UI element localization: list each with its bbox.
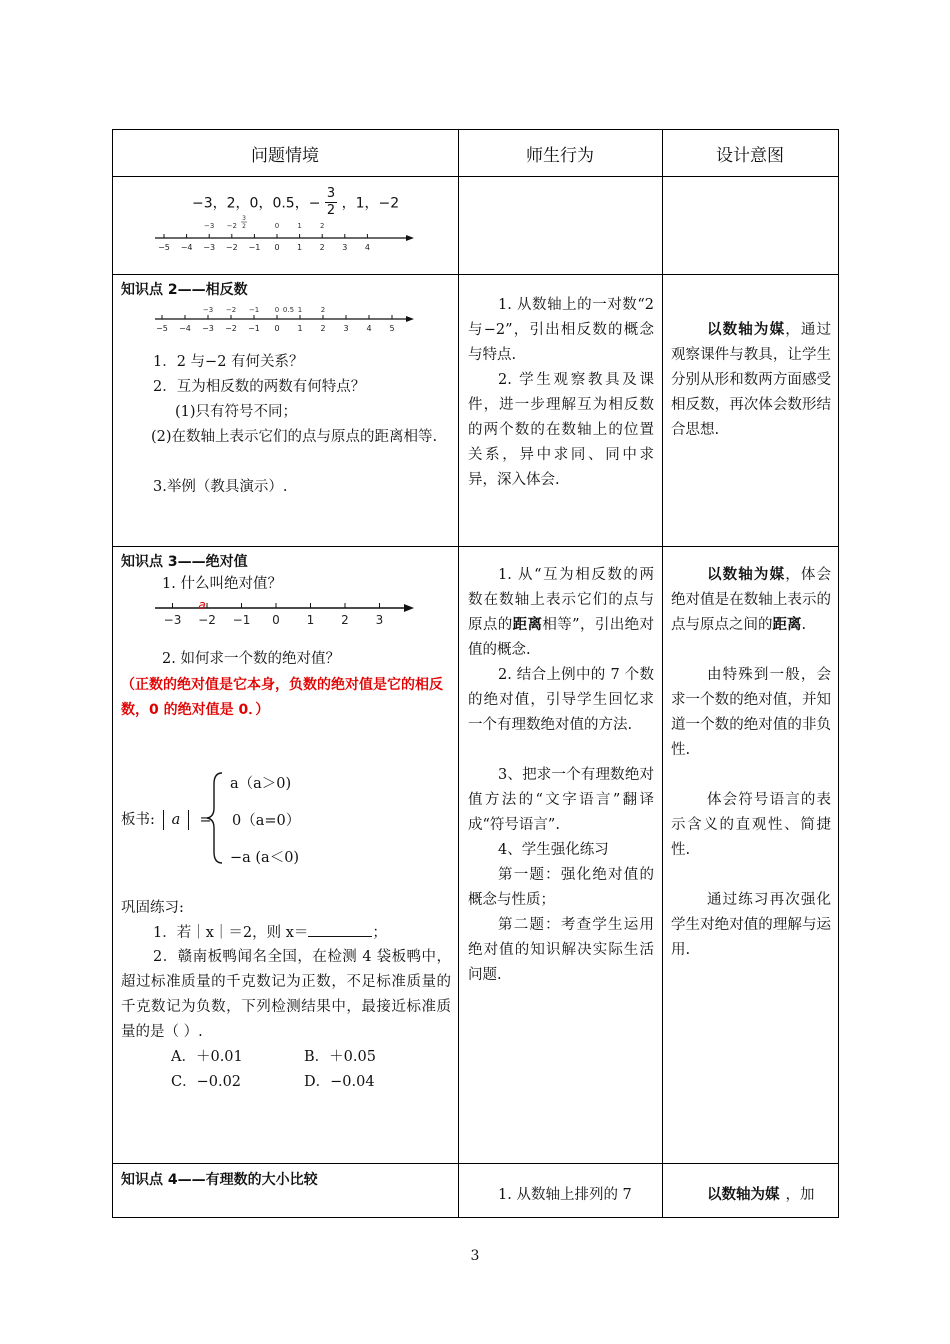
- row3-bottom-border: [112, 1163, 839, 1164]
- row4-design-rest: ，加: [785, 1187, 815, 1203]
- axis-point-label: −2: [226, 222, 237, 230]
- answer-sign-differs: (1)只有符号不同；: [175, 404, 298, 420]
- row2-activity-1: 1. 从数轴上的一对数“2 与−2”，引出相反数的概念与特点.: [468, 297, 654, 363]
- row3-design-intent-4: 通过练习再次强化学生对绝对值的理解与运用.: [671, 892, 831, 958]
- axis-tick-label: −3: [163, 613, 182, 627]
- axis-tick-label: −5: [158, 243, 170, 252]
- piecewise-case-negative: −a (a＜0): [230, 850, 300, 866]
- number-line-3: [150, 595, 420, 629]
- number-list-before: −3，2，0，0.5，−: [192, 195, 321, 212]
- question-what-is-abs: 1. 什么叫绝对值？: [162, 576, 282, 592]
- axis-tick-label: 1: [297, 324, 303, 333]
- row3-activity-5: 第一题：强化绝对值的概念与性质；: [468, 867, 654, 908]
- exercise-1: [153, 920, 387, 946]
- answer-equal-distance: (2)在数轴上表示它们的点与原点的距离相等.: [151, 429, 438, 445]
- header-bottom-border: [112, 176, 839, 177]
- page-number: 3: [470, 1248, 480, 1264]
- row4-design-bold: 以数轴为媒: [707, 1187, 780, 1203]
- axis-tick-label: 2: [341, 613, 349, 627]
- axis-tick-label: −3: [202, 324, 214, 333]
- axis-point-label: 0: [274, 306, 280, 314]
- row4-design-intent: [707, 1183, 815, 1208]
- row3-activity-2: 2. 结合上例中的 7 个数的绝对值，引导学生回忆求一个有理数绝对值的方法.: [468, 667, 654, 733]
- axis-point-label: 1: [297, 306, 303, 314]
- axis-tick-label: 4: [366, 324, 372, 333]
- axis-tick-label: 1: [297, 243, 303, 252]
- abs-bar-left: [163, 810, 164, 830]
- row3-activity-3: 3、把求一个有理数绝对值方法的“文字语言”翻译成“符号语言”.: [468, 767, 654, 833]
- row3-activity-1-bold: 距离: [512, 617, 543, 633]
- axis-tick-label: 2: [320, 324, 326, 333]
- abs-value-rule: （正数的绝对值是它本身，负数的绝对值是它的相反数，0 的绝对值是 0．）: [121, 677, 443, 718]
- axis-tick-label: 5: [389, 324, 395, 333]
- row3-activity-1-a: 1. 从“互为相反数的两数在数轴上表示它们的点与原点的: [468, 567, 654, 633]
- row2-activity-2: 2. 学生观察教具及课件，进一步理解互为相反数的两个数的在数轴上的位置关系，异中求同、同中求异，深入体会.: [468, 372, 654, 488]
- knowledge-point-4-title: 知识点 4——有理数的大小比较: [121, 1172, 318, 1188]
- exercise-1-end: ；: [372, 925, 387, 941]
- row3-design-intent-1: [671, 563, 831, 638]
- axis-tick-label: −4: [180, 243, 193, 252]
- row2-design-intent: [671, 318, 831, 443]
- axis-tick-label: 3: [343, 324, 349, 333]
- axis-tick-label: −3: [203, 243, 216, 252]
- axis-tick-label: 4: [364, 243, 370, 252]
- row1-bottom-border: [112, 274, 839, 275]
- abs-bar-right: [188, 810, 189, 830]
- col-divider-1: [458, 129, 459, 1218]
- fraction-denominator: 2: [326, 203, 336, 218]
- axis-point-label: −3: [202, 306, 214, 314]
- axis-tick-label: −1: [248, 243, 261, 252]
- row2-bottom-border: [112, 546, 839, 547]
- row3-design-intent-2: 由特殊到一般，会求一个数的绝对值，并知道一个数的绝对值的非负性.: [671, 667, 831, 758]
- axis-point-label: 1: [297, 222, 302, 230]
- practice-title: 巩固练习:: [121, 900, 184, 916]
- abs-equals: =: [199, 812, 212, 828]
- col-divider-2: [662, 129, 663, 1218]
- question-how-abs: 2. 如何求一个数的绝对值？: [162, 651, 340, 667]
- axis-point-label: −1: [248, 306, 260, 314]
- table-left-border: [112, 129, 113, 1218]
- row3-design-end: .: [801, 617, 807, 633]
- piecewise-case-zero: 0（a=0）: [232, 813, 301, 829]
- axis-tick-label: −1: [248, 324, 260, 333]
- option-c[interactable]: C．−0.02: [171, 1074, 242, 1090]
- axis-tick-label: 0: [272, 613, 280, 627]
- row2-design-rest: ，通过观察课件与教具，让学生分别从形和数两方面感受相反数，再次体会数形结合思想.: [671, 322, 832, 438]
- table-bottom-border: [112, 1217, 839, 1218]
- number-line-1: [150, 214, 420, 256]
- row3-design-rest: ，体会绝对值是在数轴上表示的点与原点之间的: [671, 567, 832, 633]
- exercise-1-text: 1．若｜x｜＝2，则 x＝: [153, 925, 309, 941]
- question-opposite-properties: 2．互为相反数的两数有何特点？: [153, 379, 366, 395]
- piecewise-brace: [204, 770, 226, 866]
- axis-point-label: −3: [204, 222, 215, 230]
- piecewise-case-positive: a（a＞0): [230, 776, 292, 792]
- axis-tick-label: −5: [156, 324, 168, 333]
- axis-top-label-3-halves: 3: [242, 215, 246, 222]
- axis-point-label: 0.5: [282, 306, 295, 314]
- row3-activity-6: 第二题：考查学生运用绝对值的知识解决实际生活问题.: [468, 917, 654, 983]
- axis-point-label: 2: [319, 222, 325, 230]
- axis-tick-label: 3: [342, 243, 348, 252]
- axis-marker-a: a: [198, 598, 206, 612]
- axis-point-label: 0: [274, 222, 280, 230]
- axis-tick-label: 1: [306, 613, 315, 627]
- axis-tick-label: −2: [225, 324, 237, 333]
- axis-tick-label: 3: [375, 613, 384, 627]
- abs-variable: a: [171, 812, 181, 828]
- exercise-2: 2．赣南板鸭闻名全国，在检测 4 袋板鸭中，超过标准质量的千克数记为正数，不足标准质量的千克数记为负数，下列检测结果中，最接近标准质量的是（ ）.: [121, 949, 451, 1040]
- row3-activity-1: [468, 563, 654, 663]
- axis-tick-label: −2: [225, 243, 238, 252]
- header-design-intent: 设计意图: [716, 146, 784, 166]
- exercise-1-blank[interactable]: [308, 920, 372, 937]
- question-2-vs-neg2: 1．2 与−2 有何关系？: [153, 354, 304, 370]
- knowledge-point-3-title: 知识点 3——绝对值: [121, 554, 248, 570]
- header-problem-context: 问题情境: [251, 146, 319, 166]
- row3-activity-1-b: 相等”，引出绝对值的概念.: [468, 617, 655, 658]
- row3-design-bold-distance: 距离: [772, 617, 802, 633]
- table-right-border: [838, 129, 839, 1218]
- axis-tick-label: 0: [274, 243, 280, 252]
- option-b[interactable]: B．＋0.05: [304, 1049, 376, 1065]
- axis-arrow: [404, 604, 414, 612]
- axis-top-label-3-halves-den: 2: [242, 223, 246, 230]
- number-line-2: [150, 300, 420, 340]
- board-label: 板书:: [121, 812, 155, 828]
- axis-point-label: −2: [225, 306, 237, 314]
- axis-tick-label: 2: [319, 243, 325, 252]
- axis-tick-label: −2: [198, 613, 216, 627]
- knowledge-point-2-title: 知识点 2——相反数: [121, 282, 248, 298]
- number-list-after: ，1，−2: [341, 195, 400, 212]
- axis-arrow: [406, 235, 414, 241]
- row3-design-intent-3: 体会符号语言的表示含义的直观性、简捷性.: [671, 792, 831, 858]
- example-teaching-aid: 3.举例（教具演示）.: [153, 479, 288, 495]
- fraction-numerator: 3: [326, 186, 336, 201]
- table-top-border: [112, 129, 839, 130]
- row3-activity-4: 4、学生强化练习: [498, 842, 609, 858]
- axis-tick-label: 0: [274, 324, 280, 333]
- row3-design-bold: 以数轴为媒: [707, 567, 786, 583]
- axis-tick-label: −1: [232, 613, 251, 627]
- row4-activity-1: 1. 从数轴上排列的 7: [498, 1187, 632, 1203]
- header-teacher-student-activity: 师生行为: [526, 146, 594, 166]
- row2-design-bold: 以数轴为媒: [707, 322, 786, 338]
- axis-arrow: [406, 316, 414, 322]
- axis-tick-label: −4: [179, 324, 191, 333]
- option-d[interactable]: D．−0.04: [304, 1074, 375, 1090]
- axis-point-label: 2: [320, 306, 326, 314]
- option-a[interactable]: A．＋0.01: [171, 1049, 243, 1065]
